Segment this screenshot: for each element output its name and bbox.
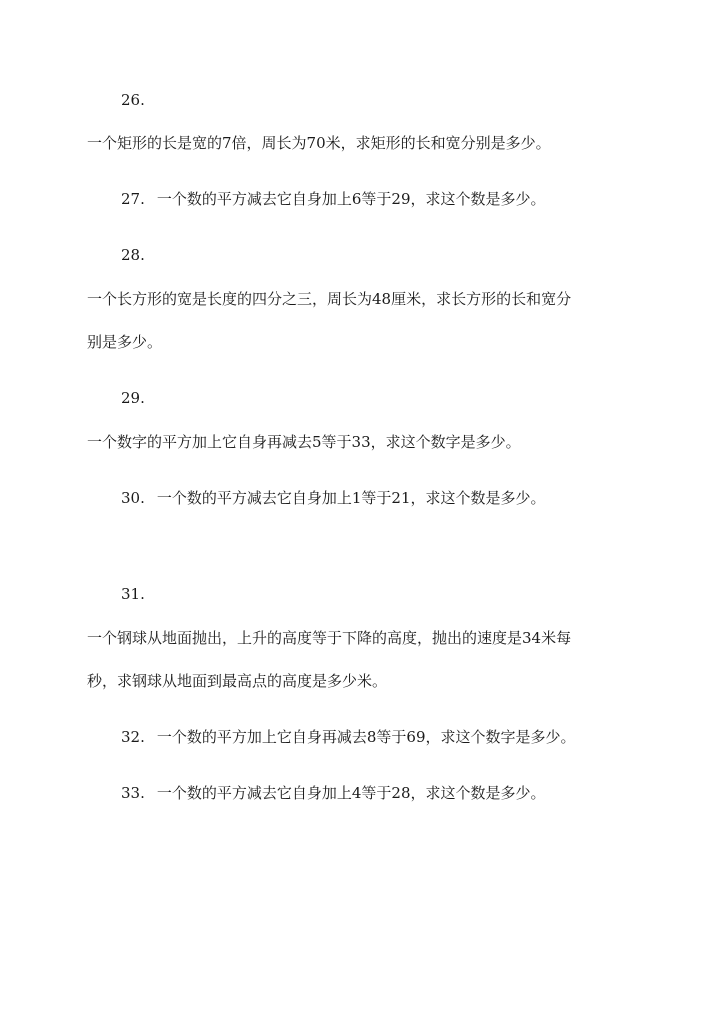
problem-31-text-line2: 秒，求钢球从地面到最高点的高度是多少米。 xyxy=(87,672,388,690)
problem-29-text: 一个数字的平方加上它自身再减去5等于33，求这个数字是多少。 xyxy=(87,433,521,451)
problem-31-text-line1: 一个钢球从地面抛出，上升的高度等于下降的高度，抛出的速度是34米每 xyxy=(87,629,572,647)
problem-27-text: 一个数的平方减去它自身加上6等于29，求这个数是多少。 xyxy=(156,190,546,208)
problem-30-number: 30. xyxy=(121,489,145,507)
problem-30-text: 一个数的平方减去它自身加上1等于21，求这个数是多少。 xyxy=(156,489,546,507)
problem-27 xyxy=(121,189,546,209)
problem-28-text-line2: 别是多少。 xyxy=(87,333,163,351)
problem-32-text: 一个数的平方加上它自身再减去8等于69，求这个数字是多少。 xyxy=(156,728,576,746)
problem-33-number: 33. xyxy=(121,784,145,802)
problem-33 xyxy=(121,783,546,803)
problem-26-number: 26. xyxy=(121,91,145,109)
problem-31-number: 31. xyxy=(121,585,145,603)
problem-30 xyxy=(121,488,546,508)
problem-27-number: 27. xyxy=(121,190,145,208)
problem-33-text: 一个数的平方减去它自身加上4等于28，求这个数是多少。 xyxy=(156,784,546,802)
problem-29-number: 29. xyxy=(121,389,145,407)
problem-32 xyxy=(121,727,576,747)
problem-26-text: 一个矩形的长是宽的7倍，周长为70米，求矩形的长和宽分别是多少。 xyxy=(87,134,551,152)
problem-28-number: 28. xyxy=(121,246,145,264)
problem-28-text-line1: 一个长方形的宽是长度的四分之三，周长为48厘米，求长方形的长和宽分 xyxy=(87,290,572,308)
problem-32-number: 32. xyxy=(121,728,145,746)
